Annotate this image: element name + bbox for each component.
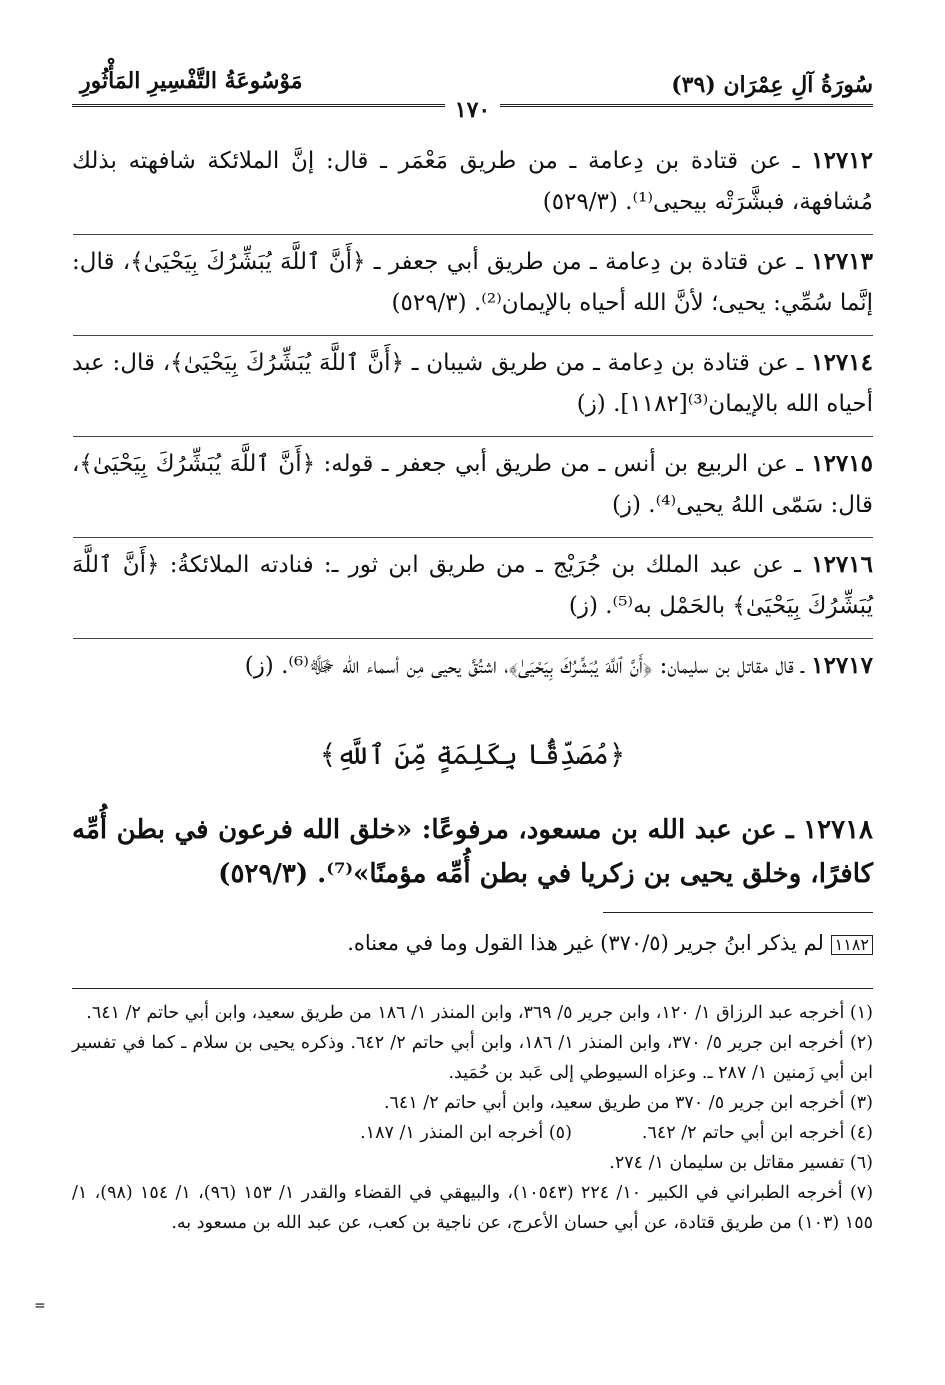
entry	[72, 645, 873, 687]
footnote: (٢) أخرجه ابن جرير ٥/ ٣٧٠، وابن المنذر ١/ ١٨٦، وابن أبي حاتم ٢/ ٦٤٢. وذكره يحيى بن سلام ـ كما في تفسير ابن أبي زَمنين ١/ ٢٨٧ ـ. وعزاه السيوطي إلى عَبد بن حُمَيد.	[72, 1033, 874, 1083]
entry-separator	[73, 234, 873, 235]
entry-number: ١٢٧١٦	[811, 551, 873, 578]
footnote-row	[72, 1118, 873, 1148]
book-title-header: مَوْسُوعَةُ التَّفْسِيرِ المَأْثُورِ	[80, 68, 303, 94]
entry	[72, 342, 873, 425]
entry-number: ١٢٧١٤	[811, 349, 873, 376]
entry-text: ـ عن قتادة بن دِعامة ـ من طريق مَعْمَر ـ قال: إنَّ الملائكة شافهته بذلك مُشافهة، فبشَّرَتْه بيحيى⁽¹⁾. (٥٢٩/٣)	[72, 148, 873, 215]
entry-text: ـ قال مقاتل بن سليمان: ﴿أَنَّ ٱللَّهَ يُبَشِّرُكَ بِيَحْيَىٰ﴾، اشتُقَّ يحيى مِن أسماء الله ﷻ⁽⁶⁾. (ز)	[244, 653, 812, 679]
entry	[72, 544, 873, 627]
note-box-number: ١١٨٢	[831, 935, 873, 955]
note-divider	[603, 912, 873, 913]
entries-list	[72, 140, 873, 698]
entry-separator	[73, 537, 873, 538]
edge-mark: =	[34, 1298, 46, 1314]
note-text: لم يذكر ابنُ جرير (٣٧٠/٥) غير هذا القول وما في معناه.	[347, 931, 831, 955]
entry-separator	[73, 638, 873, 639]
editor-note	[72, 928, 873, 958]
entry	[72, 140, 873, 223]
entry-text: ـ عن الربيع بن أنس ـ من طريق أبي جعفر ـ قوله: ﴿أَنَّ ٱللَّهَ يُبَشِّرُكَ بِيَحْيَىٰ﴾، قال: سَمّى اللهُ يحيى⁽⁴⁾. (ز)	[72, 451, 873, 518]
entry-number: ١٢٧١٢	[811, 147, 873, 174]
footnote: (٣) أخرجه ابن جرير ٥/ ٣٧٠ من طريق سعيد، وابن أبي حاتم ٢/ ٦٤١.	[383, 1093, 873, 1113]
footnote: (٧) أخرجه الطبراني في الكبير ١٠/ ٢٢٤ (١٠٥٤٣)، والبيهقي في القضاء والقدر ١/ ١٥٣ (٩٦)، ١/ ١٥٤ (٩٨)، ١/ ١٥٥ (١٠٣) من طريق قتادة، عن أبي حسان الأعرج، عن ناجية بن كعب، عن عبد الله بن مسعود به.	[72, 1183, 874, 1233]
page-number	[0, 97, 945, 123]
entry-text: ـ عن قتادة بن دِعامة ـ من طريق شيبان ـ ﴿أَنَّ ٱللَّهَ يُبَشِّرُكَ بِيَحْيَىٰ﴾، قال: عبد أحياه الله بالإيمان⁽³⁾[١١٨٢]. (ز)	[72, 350, 873, 417]
footnote: (٤) أخرجه ابن أبي حاتم ٢/ ٦٤٢.	[641, 1123, 873, 1143]
surah-header: سُورَةُ آلِ عِمْرَان (٣٩)	[671, 72, 873, 98]
footnotes-divider	[72, 988, 873, 989]
footnote: (٥) أخرجه ابن المنذر ١/ ١٨٧.	[360, 1123, 572, 1143]
page-number-text: ١٧٠	[445, 97, 500, 123]
entry-hadith	[72, 808, 873, 896]
entry	[72, 241, 873, 324]
footnote: (١) أخرجه عبد الرزاق ١/ ١٢٠، وابن جرير ٥/ ٣٦٩، وابن المنذر ١/ ١٨٦ من طريق سعيد، وابن أبي حاتم ٢/ ٦٤١.	[86, 1003, 873, 1023]
entry-number: ١٢٧١٣	[811, 248, 873, 275]
entry-separator	[73, 436, 873, 437]
entry-text: ـ عن عبد الله بن مسعود، مرفوعًا: «خلق الله فرعون في بطن أُمِّه كافرًا، وخلق يحيى بن زكريا في بطن أُمِّه مؤمنًا»⁽⁷⁾. (٥٢٩/٣)	[72, 815, 873, 889]
entry-text: ـ عن قتادة بن دِعامة ـ من طريق أبي جعفر ـ ﴿أَنَّ ٱللَّهَ يُبَشِّرُكَ بِيَحْيَىٰ﴾، قال: إنَّما سُمِّي: يحيى؛ لأنَّ الله أحياه بالإيمان⁽²⁾. (٥٢٩/٣)	[72, 249, 873, 316]
entry-text: ـ عن عبد الملك بن جُرَيْج ـ من طريق ابن ثور ـ: فنادته الملائكةُ: ﴿أَنَّ ٱللَّهَ يُبَشِّرُكَ بِيَحْيَىٰ﴾ بالحَمْل به⁽⁵⁾. (ز)	[72, 552, 873, 619]
entry-number: ١٢٧١٥	[811, 450, 873, 477]
entry	[72, 443, 873, 526]
entry-number: ١٢٧١٨	[803, 815, 873, 845]
entry-number: ١٢٧١٧	[811, 652, 873, 679]
section-heading: ﴿مُصَدِّقًۢا بِكَلِمَةٍ مِّنَ ٱللَّهِ﴾	[319, 738, 626, 771]
footnote: (٦) تفسير مقاتل بن سليمان ١/ ٢٧٤.	[609, 1153, 873, 1173]
footnotes	[72, 998, 873, 1238]
entry-separator	[73, 335, 873, 336]
